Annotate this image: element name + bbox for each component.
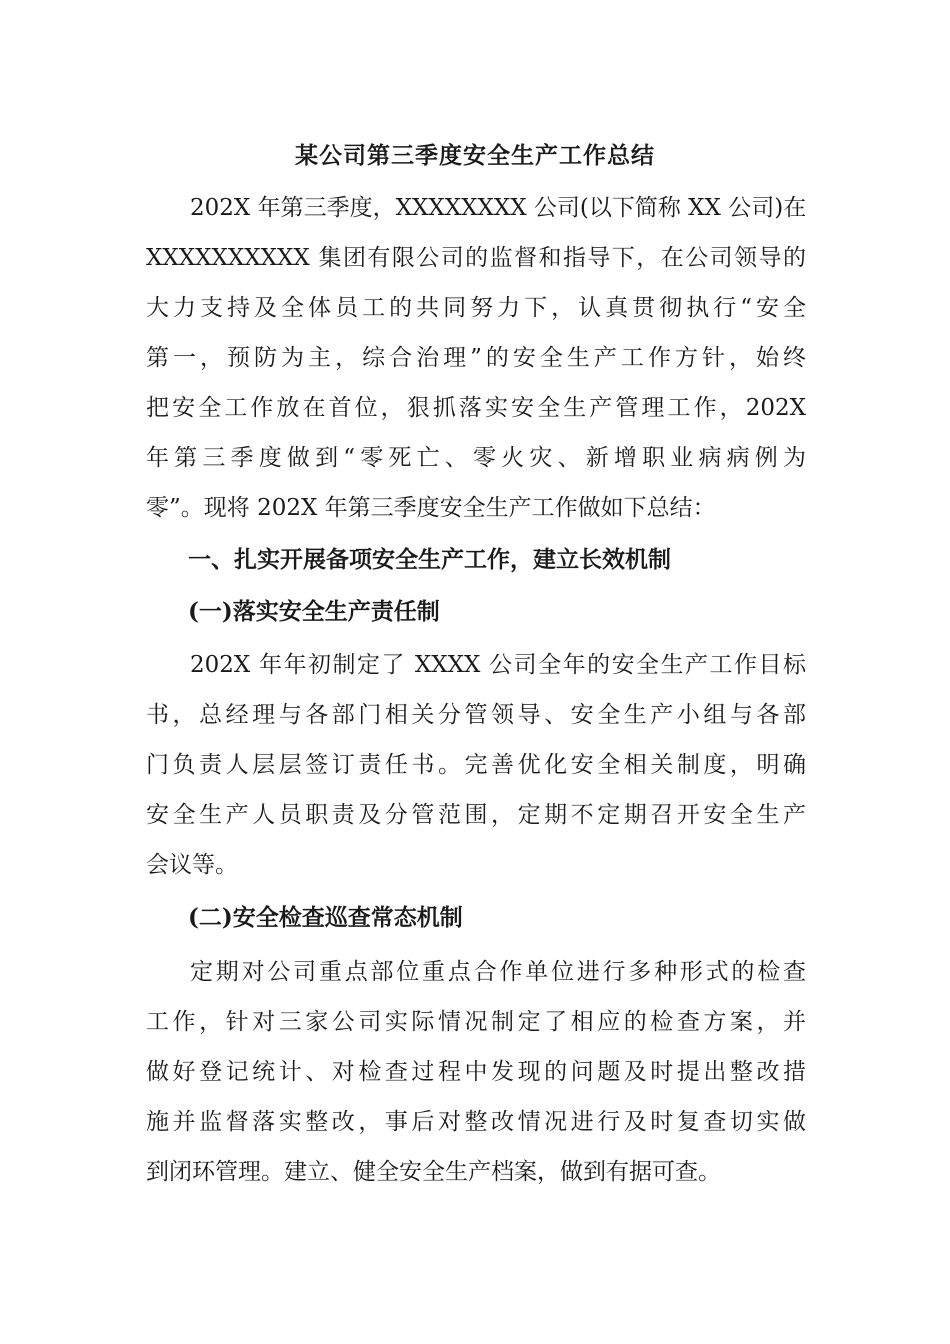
- sub2-line-2: 工作，针对三家公司实际情况制定了相应的检查方案，并: [146, 1009, 806, 1035]
- intro-line-5: 把安全工作放在首位，狠抓落实安全生产管理工作，202X: [146, 395, 806, 421]
- sub2-line-1: 定期对公司重点部位重点合作单位进行多种形式的检查: [190, 959, 806, 985]
- sub2-line-5: 到闭环管理。建立、健全安全生产档案，做到有据可查。: [146, 1159, 721, 1185]
- sub1-line-4: 安全生产人员职责及分管范围，定期不定期召开安全生产: [146, 802, 806, 828]
- sub1-line-3: 门负责人层层签订责任书。完善优化安全相关制度，明确: [146, 752, 806, 778]
- sub1-line-5: 会议等。: [146, 852, 238, 878]
- subsection-1-heading: (一)落实安全生产责任制: [188, 598, 440, 625]
- subsection-2-heading: (二)安全检查巡查常态机制: [188, 904, 463, 931]
- sub2-line-4: 施并监督落实整改，事后对整改情况进行及时复查切实做: [146, 1109, 806, 1135]
- document-title: 某公司第三季度安全生产工作总结: [295, 142, 655, 169]
- sub2-line-3: 做好登记统计、对检查过程中发现的问题及时提出整改措: [146, 1059, 806, 1085]
- intro-line-1: 202X 年第三季度，XXXXXXXX 公司(以下简称 XX 公司)在: [190, 195, 806, 221]
- sub1-line-2: 书，总经理与各部门相关分管领导、安全生产小组与各部: [146, 702, 806, 728]
- intro-line-2: XXXXXXXXXX 集团有限公司的监督和指导下，在公司领导的: [146, 245, 806, 271]
- intro-line-7: 零”。现将 202X 年第三季度安全生产工作做如下总结：: [146, 495, 716, 521]
- intro-line-6: 年第三季度做到“零死亡、零火灾、新增职业病病例为: [146, 445, 806, 471]
- sub1-line-1: 202X 年年初制定了 XXXX 公司全年的安全生产工作目标: [190, 652, 806, 678]
- intro-line-4: 第一，预防为主，综合治理”的安全生产工作方针，始终: [146, 345, 806, 371]
- section-1-heading: 一、扎实开展备项安全生产工作，建立长效机制: [188, 546, 671, 573]
- intro-line-3: 大力支持及全体员工的共同努力下，认真贯彻执行“安全: [146, 295, 806, 321]
